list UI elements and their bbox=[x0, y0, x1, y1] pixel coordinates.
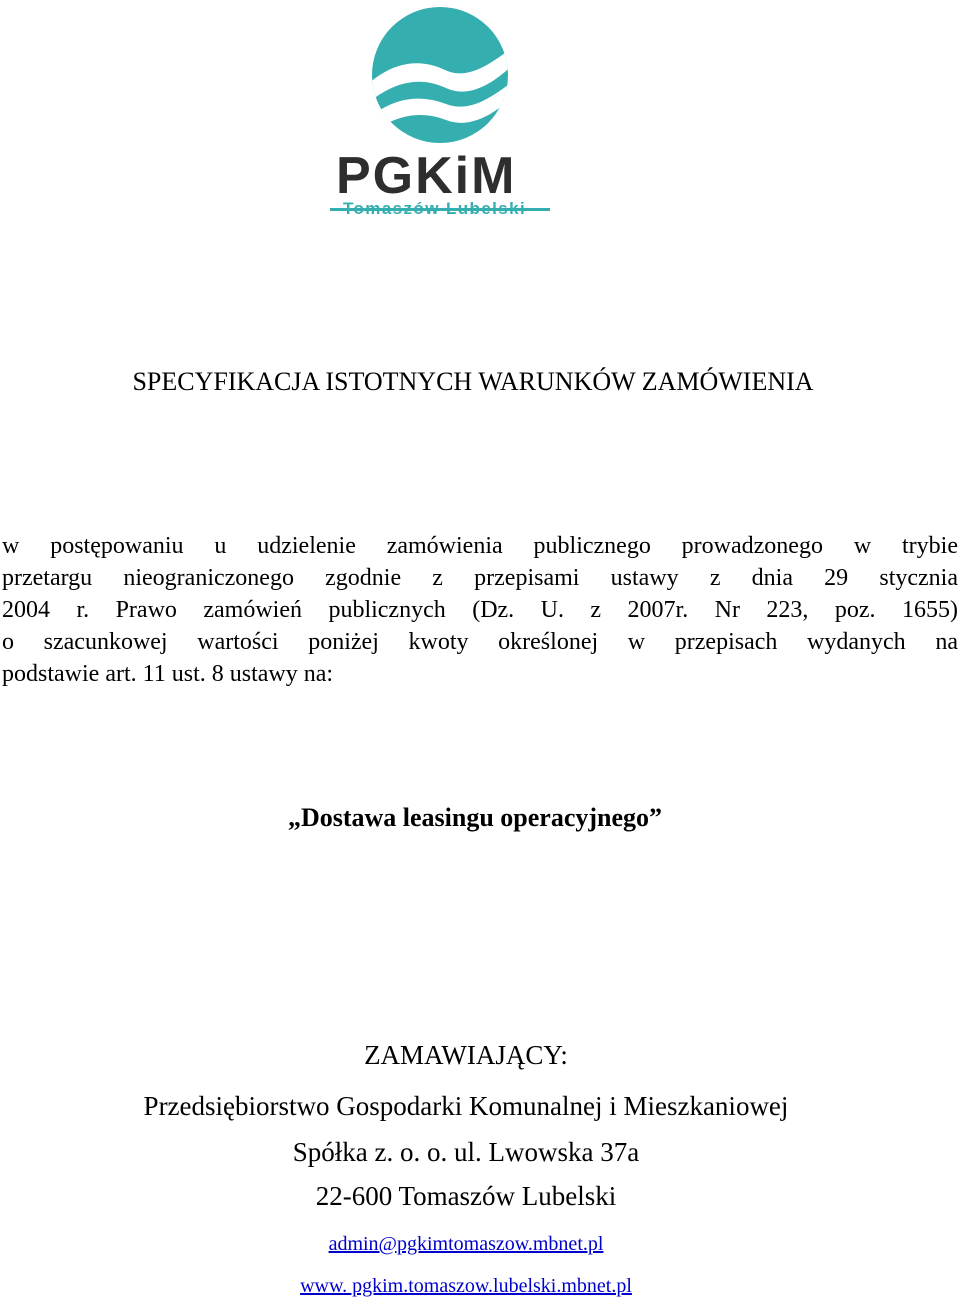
contracting-authority-city: 22-600 Tomaszów Lubelski bbox=[315, 1181, 617, 1211]
intro-line: w postępowaniu u udzielenie zamówienia publicznego prowadzonego w trybie bbox=[2, 533, 958, 559]
email-row bbox=[0, 1231, 932, 1257]
website-link[interactable]: www. pgkim.tomaszow.lubelski.mbnet.pl bbox=[300, 1275, 632, 1297]
intro-line: o szacunkowej wartości poniżej kwoty określonej w przepisach wydanych na bbox=[2, 629, 958, 655]
intro-line: podstawie art. 11 ust. 8 ustawy na: bbox=[2, 661, 334, 687]
document-title: SPECYFIKACJA ISTOTNYCH WARUNKÓW ZAMÓWIENIA bbox=[132, 367, 814, 396]
contracting-authority-name: Przedsiębiorstwo Gospodarki Komunalnej i Mieszkaniowej bbox=[143, 1091, 789, 1121]
logo-name: PGKiM bbox=[336, 147, 517, 205]
contracting-authority-address: Spółka z. o. o. ul. Lwowska 37a bbox=[292, 1137, 640, 1167]
order-subject: „Dostawa leasingu operacyjnego” bbox=[287, 803, 663, 832]
email-link[interactable]: admin@pgkimtomaszow.mbnet.pl bbox=[328, 1233, 604, 1255]
intro-line: 2004 r. Prawo zamówień publicznych (Dz. U. z 2007r. Nr 223, poz. 1655) bbox=[2, 597, 958, 623]
intro-line: przetargu nieograniczonego zgodnie z przepisami ustawy z dnia 29 stycznia bbox=[2, 565, 958, 591]
intro-paragraph bbox=[2, 530, 958, 690]
contracting-authority-label: ZAMAWIAJĄCY: bbox=[364, 1040, 568, 1070]
logo-town: Tomaszów Lubelski bbox=[343, 199, 527, 218]
website-row bbox=[0, 1273, 932, 1299]
